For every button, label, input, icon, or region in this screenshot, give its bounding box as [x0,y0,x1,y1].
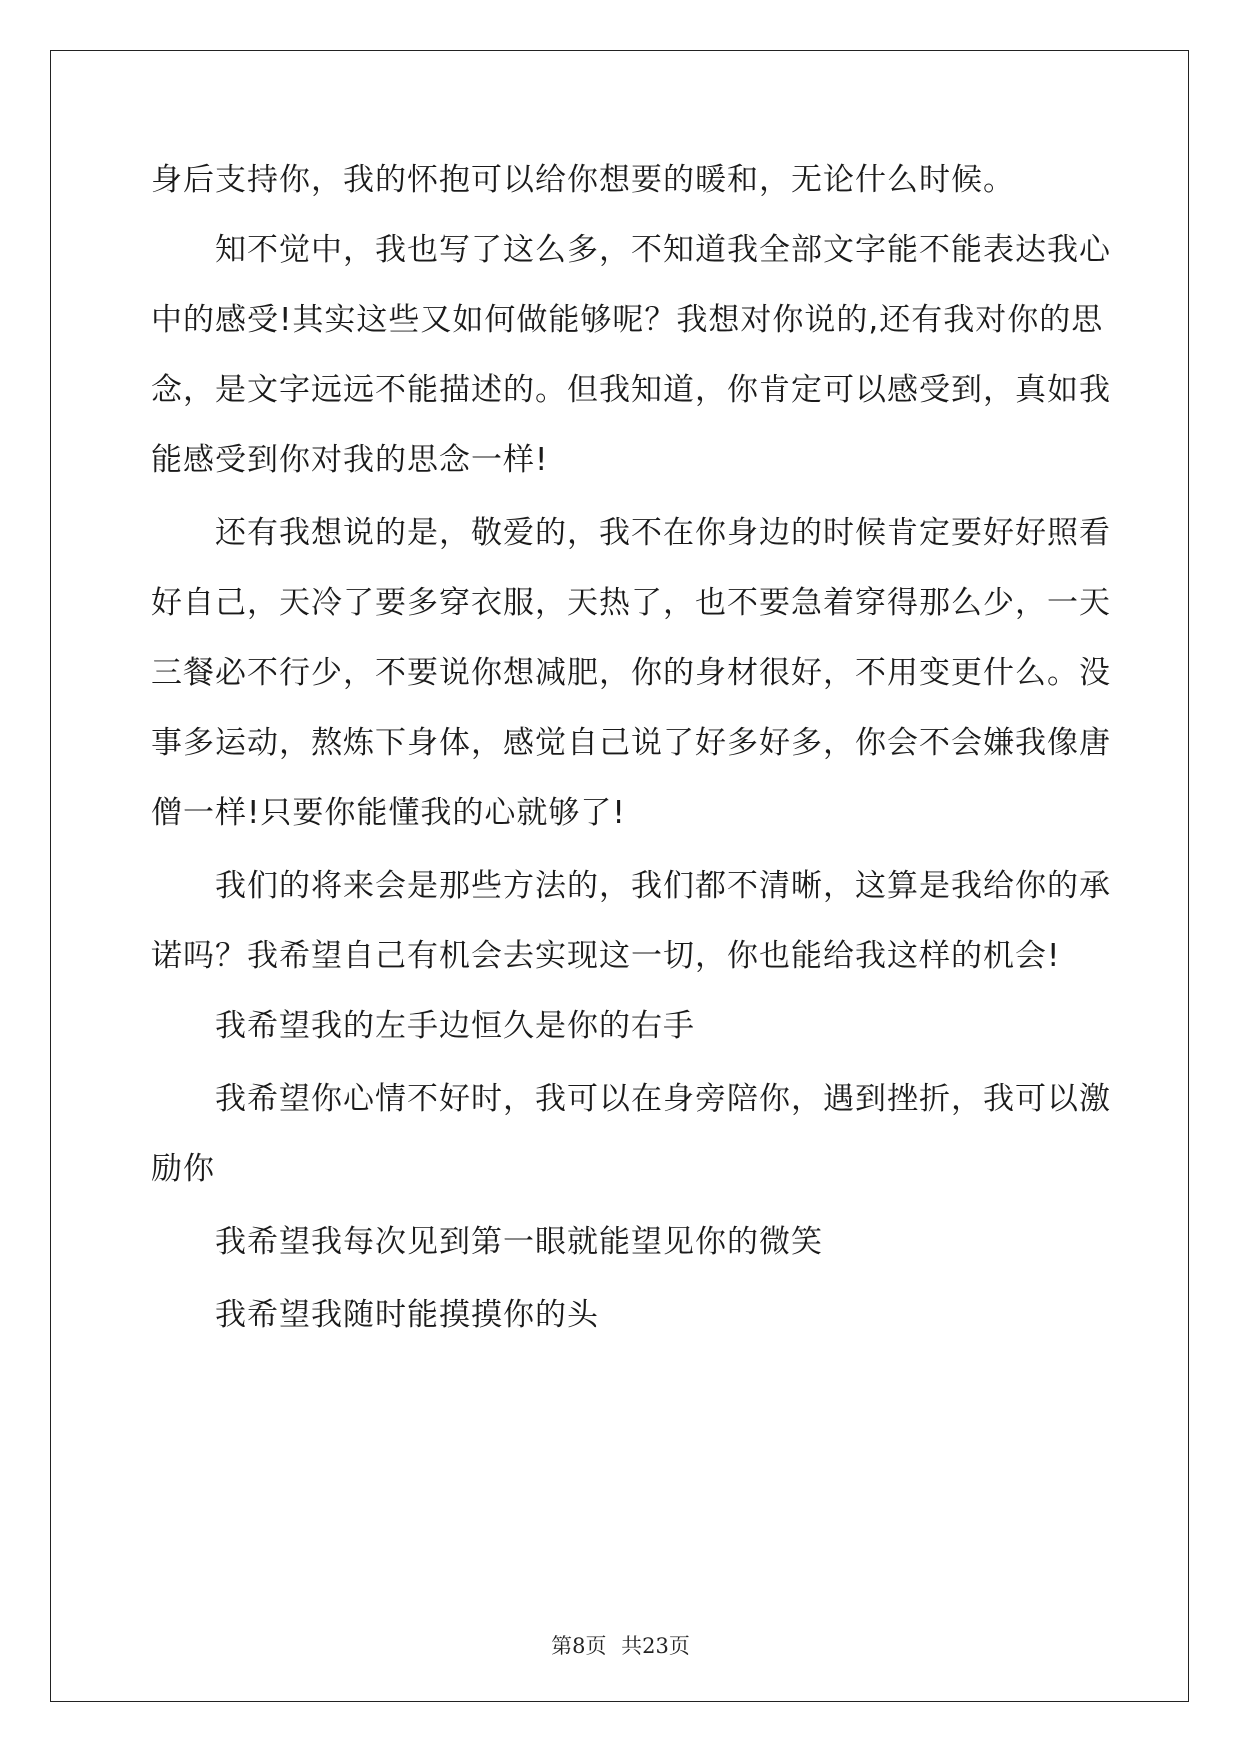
text-line: 好自己，天冷了要多穿衣服，天热了，也不要急着穿得那么少，一天 [151,585,1111,621]
text-line: 我们的将来会是那些方法的，我们都不清晰，这算是我给你的承 [215,868,1111,904]
text-line: 还有我想说的是，敬爱的，我不在你身边的时候肯定要好好照看 [215,515,1111,551]
text-line: 能感受到你对我的思念一样! [151,442,549,478]
page-number: 第8页 [551,1634,607,1658]
text-line: 我希望我每次见到第一眼就能望见你的微笑 [215,1224,823,1260]
text-line: 诺吗？我希望自己有机会去实现这一切，你也能给我这样的机会! [151,938,1061,974]
text-line: 知不觉中，我也写了这么多，不知道我全部文字能不能表达我心 [215,232,1111,268]
text-line: 事多运动，熬炼下身体，感觉自己说了好多好多，你会不会嫌我像唐 [151,725,1111,761]
text-line: 我希望你心情不好时，我可以在身旁陪你，遇到挫折，我可以激 [215,1081,1111,1117]
text-line: 励你 [151,1151,215,1187]
text-line: 我希望我的左手边恒久是你的右手 [215,1008,695,1044]
text-line: 僧一样!只要你能懂我的心就够了! [151,795,626,831]
text-line: 三餐必不行少，不要说你想减肥，你的身材很好，不用变更什么。没 [151,655,1111,691]
total-pages: 共23页 [621,1634,690,1658]
text-line: 念，是文字远远不能描述的。但我知道，你肯定可以感受到，真如我 [151,372,1111,408]
text-line: 中的感受!其实这些又如何做能够呢？我想对你说的,还有我对你的思 [151,302,1104,338]
text-line: 我希望我随时能摸摸你的头 [215,1297,599,1333]
text-line: 身后支持你，我的怀抱可以给你想要的暖和，无论什么时候。 [151,162,1015,198]
page-footer [0,1630,1241,1660]
